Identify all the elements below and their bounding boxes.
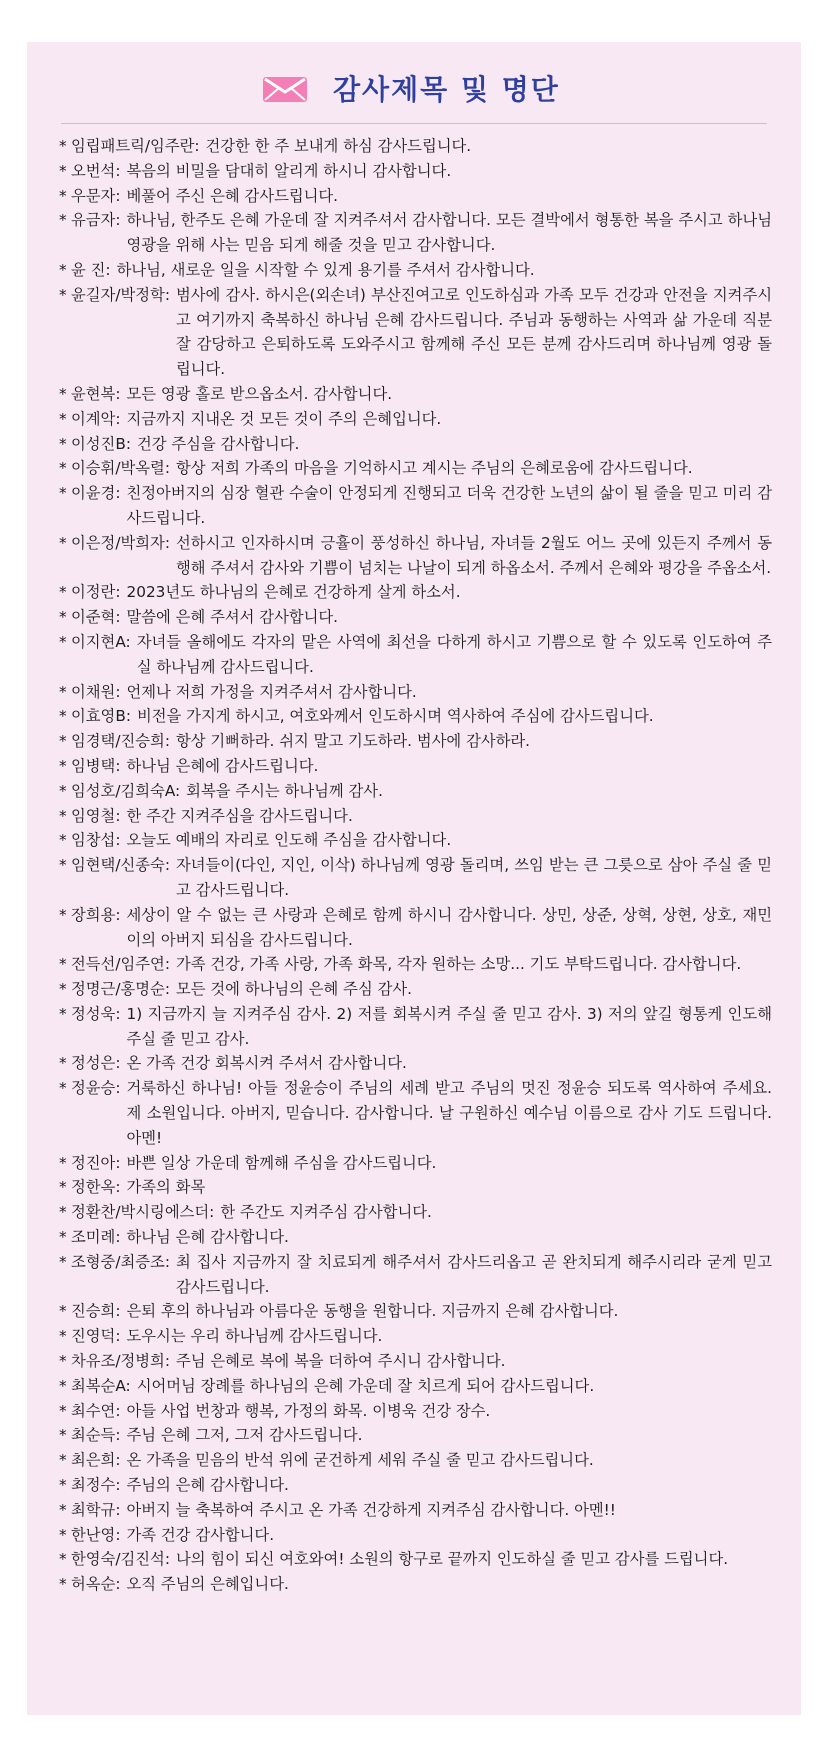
member-name: 한난영: — [71, 1525, 121, 1544]
list-item — [59, 704, 772, 729]
bullet-mark: * — [59, 608, 67, 627]
thanks-text: 친정아버지의 심장 혈관 수술이 안정되게 진행되고 더욱 건강한 노년의 삶이 될 줄을 믿고 미리 감사드립니다. — [126, 484, 772, 527]
member-name: 한영숙/김진석: — [71, 1550, 170, 1569]
list-item — [59, 630, 772, 680]
thanks-text: 한 주간도 지켜주심 감사합니다. — [220, 1203, 432, 1222]
bullet-mark: * — [59, 781, 67, 800]
member-name: 정명근/홍명순: — [71, 980, 170, 999]
list-item — [59, 1498, 772, 1523]
thanks-text: 자녀들이(다인, 지인, 이삭) 하나님께 영광 돌리며, 쓰임 받는 큰 그릇으로 삼아 주실 줄 믿고 감사드립니다. — [175, 856, 772, 899]
thanks-text: 범사에 감사. 하시은(외손녀) 부산진여고로 인도하심과 가족 모두 건강과 안전을 지켜주시고 여기까지 축복하신 하나님 은혜 감사드립니다. 주님과 동행하는 사역과 삶 가운데 직분 잘 감당하고 은퇴하도록 도와주시고 함께해 주신 모든 분께 감사드리며 하나님께 영광 돌립니다. — [175, 285, 772, 379]
thanks-text: 온 가족 건강 회복시켜 주셔서 감사합니다. — [126, 1054, 407, 1073]
member-name: 우문자: — [71, 186, 121, 205]
thanks-text: 가족 건강 감사합니다. — [126, 1525, 275, 1544]
member-name: 유금자: — [71, 211, 121, 230]
member-name: 이성진B: — [71, 434, 131, 453]
member-name: 이은정/박희자: — [71, 533, 170, 552]
member-name: 정한옥: — [71, 1178, 121, 1197]
thanks-text: 회복을 주시는 하나님께 감사. — [186, 781, 383, 800]
thanks-text: 1) 지금까지 늘 지켜주심 감사. 2) 저를 회복시켜 주실 줄 믿고 감사. 3) 저의 앞길 형통케 인도해 주실 줄 믿고 감사. — [126, 1004, 772, 1048]
list-item — [59, 779, 772, 804]
thanks-text: 건강 주심을 감사합니다. — [136, 434, 300, 453]
member-name: 정성욱: — [71, 1004, 121, 1023]
member-name: 임경택/진승희: — [71, 732, 170, 751]
member-name: 조형중/최증조: — [71, 1252, 170, 1271]
thanks-text: 가족 건강, 가족 사랑, 가족 화목, 각자 원하는 소망... 기도 부탁드립니다. 감사합니다. — [175, 955, 742, 974]
bullet-mark: * — [59, 1178, 67, 1197]
bullet-mark: * — [59, 459, 67, 478]
bullet-mark: * — [59, 1079, 67, 1098]
list-item — [59, 804, 772, 829]
bullet-mark: * — [59, 1004, 67, 1023]
thanks-text: 바쁜 일상 가운데 함께해 주심을 감사드립니다. — [126, 1153, 437, 1172]
member-name: 임병택: — [71, 756, 121, 775]
list-item — [59, 432, 772, 457]
member-name: 진승희: — [71, 1302, 121, 1321]
member-name: 임영철: — [71, 806, 121, 825]
thanks-text: 거룩하신 하나님! 아들 정윤승이 주님의 세례 받고 주님의 멋진 정윤승 되도록 역사하여 주세요. 제 소원입니다. 아버지, 믿습니다. 감사합니다. 날 구원하신 예수님 이름으로 감사 기도 드립니다. 아멘! — [126, 1079, 772, 1147]
list-item — [59, 1399, 772, 1424]
thanks-text: 세상이 알 수 없는 큰 사랑과 은혜로 함께 하시니 감사합니다. 상민, 상준, 상혁, 상현, 상호, 재민이의 아버지 되심을 감사드립니다. — [126, 905, 772, 949]
bullet-mark: * — [59, 756, 67, 775]
bullet-mark: * — [59, 905, 67, 924]
bullet-mark: * — [59, 1352, 67, 1371]
thanks-text: 주님의 은혜 감사합니다. — [126, 1476, 289, 1495]
thanks-text: 비전을 가지게 하시고, 여호와께서 인도하시며 역사하여 주심에 감사드립니다. — [136, 707, 654, 726]
bullet-mark: * — [59, 137, 67, 155]
bullet-mark: * — [59, 1228, 67, 1247]
member-name: 이계악: — [71, 409, 121, 428]
list-item — [59, 1473, 772, 1498]
bullet-mark: * — [59, 1401, 67, 1420]
thanks-text: 하나님, 새로운 일을 시작할 수 있게 용기를 주셔서 감사합니다. — [116, 260, 535, 279]
bullet-mark: * — [59, 732, 67, 751]
thanks-text: 자녀들 올해에도 각자의 맡은 사역에 최선을 다하게 하시고 기쁨으로 할 수 있도록 인도하여 주실 하나님께 감사드립니다. — [136, 632, 772, 676]
thanks-text: 은퇴 후의 하나님과 아름다운 동행을 원합니다. 지금까지 은혜 감사합니다. — [126, 1302, 619, 1321]
member-name: 이윤경: — [71, 484, 121, 503]
member-name: 이승휘/박옥렬: — [71, 459, 170, 478]
thanks-text: 모든 영광 홀로 받으옵소서. 감사합니다. — [126, 384, 393, 403]
thanks-text: 하나님, 한주도 은혜 가운데 잘 지켜주셔서 감사합니다. 모든 결박에서 형통한 복을 주시고 하나님 영광을 위해 사는 믿음 되게 해줄 것을 믿고 감사합니다. — [126, 211, 772, 255]
thanks-text: 베풀어 주신 은혜 감사드립니다. — [126, 186, 339, 205]
thanks-text: 하나님 은혜에 감사드립니다. — [126, 756, 319, 775]
list-item — [59, 1175, 772, 1200]
thanks-text: 주님 은혜로 복에 복을 더하여 주시니 감사합니다. — [175, 1352, 506, 1371]
member-name: 장희용: — [71, 905, 121, 924]
bullet-mark: * — [59, 484, 67, 503]
list-item — [59, 1250, 772, 1300]
list-item — [59, 754, 772, 779]
thanks-text: 아들 사업 번창과 행복, 가정의 화목. 이병욱 건강 장수. — [126, 1401, 491, 1420]
thanks-text: 말씀에 은혜 주셔서 감사합니다. — [126, 608, 339, 627]
list-item — [59, 134, 772, 159]
list-item — [59, 903, 772, 953]
thanks-text: 주님 은혜 그저, 그저 감사드립니다. — [126, 1426, 363, 1445]
member-name: 허옥순: — [71, 1575, 121, 1594]
list-item — [59, 1572, 772, 1597]
bullet-mark: * — [59, 1376, 67, 1395]
bullet-mark: * — [59, 409, 67, 428]
thanks-text: 하나님 은혜 감사합니다. — [126, 1228, 289, 1247]
list-item — [59, 853, 772, 903]
member-name: 임립패트릭/임주란: — [71, 137, 200, 155]
bullet-mark: * — [59, 161, 67, 180]
bullet-mark: * — [59, 806, 67, 825]
list-item — [59, 1374, 772, 1399]
list-item — [59, 208, 772, 258]
bullet-mark: * — [59, 831, 67, 850]
bullet-mark: * — [59, 1451, 67, 1470]
bullet-mark: * — [59, 955, 67, 974]
list-item — [59, 456, 772, 481]
title-divider — [61, 123, 767, 124]
member-name: 최은희: — [71, 1451, 121, 1470]
thanks-text: 최 집사 지금까지 잘 치료되게 해주셔서 감사드리옵고 곧 완치되게 해주시리라 굳게 믿고 감사드립니다. — [175, 1252, 772, 1296]
page-title: 감사제목 및 명단 — [333, 73, 560, 106]
header — [27, 42, 801, 122]
bullet-mark: * — [59, 856, 67, 875]
bullet-mark: * — [59, 1575, 67, 1594]
bullet-mark: * — [59, 1252, 67, 1271]
member-name: 윤길자/박정학: — [71, 285, 170, 304]
member-name: 임현택/신종숙: — [71, 856, 170, 875]
member-name: 최정수: — [71, 1476, 121, 1495]
bullet-mark: * — [59, 682, 67, 701]
thanks-text: 도우시는 우리 하나님께 감사드립니다. — [126, 1327, 383, 1346]
list-item — [59, 531, 772, 581]
list-item — [59, 1076, 772, 1150]
list-item — [59, 1448, 772, 1473]
bullet-mark: * — [59, 384, 67, 403]
member-name: 진영덕: — [71, 1327, 121, 1346]
thanks-text: 나의 힘이 되신 여호와여! 소원의 항구로 끝까지 인도하실 줄 믿고 감사를 드립니다. — [175, 1550, 729, 1569]
thanks-text: 오늘도 예배의 자리로 인도해 주심을 감사합니다. — [126, 831, 452, 850]
list-item — [59, 1423, 772, 1448]
thanks-text: 가족의 화목 — [126, 1178, 206, 1197]
list-item — [59, 481, 772, 531]
bullet-mark: * — [59, 632, 67, 651]
member-name: 정환찬/박시링에스더: — [71, 1203, 215, 1222]
list-item — [59, 605, 772, 630]
thanks-text: 오직 주님의 은혜입니다. — [126, 1575, 289, 1594]
member-name: 정윤승: — [71, 1079, 121, 1098]
thanks-text: 복음의 비밀을 담대히 알리게 하시니 감사합니다. — [126, 161, 452, 180]
member-name: 임창섭: — [71, 831, 121, 850]
thanks-text: 지금까지 지내온 것 모든 것이 주의 은혜입니다. — [126, 409, 442, 428]
bullet-mark: * — [59, 1302, 67, 1321]
bullet-mark: * — [59, 707, 67, 726]
list-item — [59, 258, 772, 283]
bullet-mark: * — [59, 1476, 67, 1495]
thanks-text: 항상 기뻐하라. 쉬지 말고 기도하라. 범사에 감사하라. — [175, 732, 531, 751]
thanks-text: 2023년도 하나님의 은혜로 건강하게 살게 하소서. — [126, 583, 461, 602]
bullet-mark: * — [59, 434, 67, 453]
list-item — [59, 407, 772, 432]
list-item — [59, 159, 772, 184]
list-item — [59, 1324, 772, 1349]
thanks-text: 온 가족을 믿음의 반석 위에 굳건하게 세워 주실 줄 믿고 감사드립니다. — [126, 1451, 594, 1470]
member-name: 정진아: — [71, 1153, 121, 1172]
list-item — [59, 729, 772, 754]
list-item — [59, 1547, 772, 1572]
list-item — [59, 1299, 772, 1324]
member-name: 윤현복: — [71, 384, 121, 403]
bullet-mark: * — [59, 583, 67, 602]
member-name: 임성호/김희숙A: — [71, 781, 181, 800]
list-item — [59, 184, 772, 209]
thanks-text: 건강한 한 주 보내게 하심 감사드립니다. — [205, 137, 472, 155]
bullet-mark: * — [59, 211, 67, 230]
thanks-text: 아버지 늘 축복하여 주시고 온 가족 건강하게 지켜주심 감사합니다. 아멘!! — [126, 1500, 616, 1519]
list-item — [59, 977, 772, 1002]
bullet-mark: * — [59, 1426, 67, 1445]
list-item — [59, 828, 772, 853]
member-name: 최순득: — [71, 1426, 121, 1445]
bullet-mark: * — [59, 533, 67, 552]
thanks-text: 시어머님 장례를 하나님의 은혜 가운데 잘 치르게 되어 감사드립니다. — [136, 1376, 595, 1395]
list-item — [59, 580, 772, 605]
member-name: 조미례: — [71, 1228, 121, 1247]
list-item — [59, 1151, 772, 1176]
bullet-mark: * — [59, 186, 67, 205]
list-item — [59, 1225, 772, 1250]
list-item — [59, 1349, 772, 1374]
thanks-list — [59, 134, 772, 1597]
list-item — [59, 1051, 772, 1076]
thanks-text: 선하시고 인자하시며 긍휼이 풍성하신 하나님, 자녀들 2월도 어느 곳에 있든지 주께서 동행해 주셔서 감사와 기쁨이 넘치는 나날이 되게 하옵소서. 주께서 은혜와 평강을 주옵소서. — [175, 533, 772, 577]
member-name: 오번석: — [71, 161, 121, 180]
thanks-text: 항상 저희 가족의 마음을 기억하시고 계시는 주님의 은혜로움에 감사드립니다. — [175, 459, 693, 478]
bullet-mark: * — [59, 1153, 67, 1172]
member-name: 이지현A: — [71, 632, 131, 651]
envelope-icon — [261, 74, 309, 104]
member-name: 최학규: — [71, 1500, 121, 1519]
thanks-text: 언제나 저희 가정을 지켜주셔서 감사합니다. — [126, 682, 417, 701]
bullet-mark: * — [59, 1500, 67, 1519]
list-item — [59, 1002, 772, 1052]
list-item — [59, 1523, 772, 1548]
member-name: 차유조/정병희: — [71, 1352, 170, 1371]
bullet-mark: * — [59, 1054, 67, 1073]
bullet-mark: * — [59, 260, 67, 279]
bullet-mark: * — [59, 1203, 67, 1222]
thanks-panel — [27, 42, 801, 1715]
member-name: 최복순A: — [71, 1376, 131, 1395]
member-name: 최수연: — [71, 1401, 121, 1420]
bullet-mark: * — [59, 285, 67, 304]
bullet-mark: * — [59, 1327, 67, 1346]
member-name: 이채원: — [71, 682, 121, 701]
thanks-text: 한 주간 지켜주심을 감사드립니다. — [126, 806, 353, 825]
list-item — [59, 952, 772, 977]
member-name: 이준혁: — [71, 608, 121, 627]
thanks-text: 모든 것에 하나님의 은혜 주심 감사. — [175, 980, 413, 999]
bullet-mark: * — [59, 1525, 67, 1544]
member-name: 전득선/임주연: — [71, 955, 170, 974]
member-name: 이정란: — [71, 583, 121, 602]
bullet-mark: * — [59, 1550, 67, 1569]
list-item — [59, 1200, 772, 1225]
member-name: 윤 진: — [71, 260, 111, 279]
list-item — [59, 680, 772, 705]
list-item — [59, 382, 772, 407]
bullet-mark: * — [59, 980, 67, 999]
member-name: 이효영B: — [71, 707, 131, 726]
list-item — [59, 283, 772, 382]
member-name: 정성은: — [71, 1054, 121, 1073]
